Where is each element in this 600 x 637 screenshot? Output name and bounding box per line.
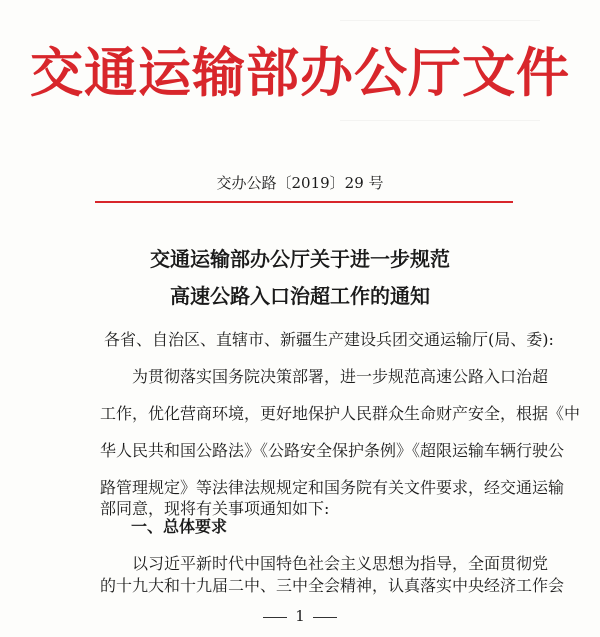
addressee-line: 各省、自治区、直辖市、新疆生产建设兵团交通运输厅(局、委): <box>104 330 554 349</box>
body-line: 为贯彻落实国务院决策部署，进一步规范高速公路入口治超 <box>100 367 549 386</box>
document-header-title: 交通运输部办公厅文件 <box>30 42 570 104</box>
body-line: 华人民共和国公路法》《公路安全保护条例》《超限运输车辆行驶公 <box>100 441 565 460</box>
section-body-line: 以习近平新时代中国特色社会主义思想为指导，全面贯彻党 <box>100 554 549 573</box>
page-number-dash-left <box>263 617 287 618</box>
bleed-through-mark <box>340 120 540 121</box>
red-separator-line <box>95 201 513 203</box>
notice-title-line-2: 高速公路入口治超工作的通知 <box>170 284 430 308</box>
body-line: 路管理规定》等法律法规规定和国务院有关文件要求，经交通运输 <box>100 478 565 497</box>
bleed-through-mark <box>340 20 540 21</box>
section-body-line: 的十九大和十九届二中、三中全会精神，认真落实中央经济工作会 <box>100 576 565 595</box>
body-line: 工作，优化营商环境，更好地保护人民群众生命财产安全，根据《中 <box>100 404 581 423</box>
page-number-value: 1 <box>295 607 305 625</box>
section-heading: 一、总体要求 <box>131 517 228 536</box>
document-number: 交办公路〔2019〕29 号 <box>216 174 384 192</box>
notice-title-line-1: 交通运输部办公厅关于进一步规范 <box>150 247 450 271</box>
page-number <box>0 606 600 626</box>
page-number-dash-right <box>313 617 337 618</box>
body-line: 部同意，现将有关事项通知如下: <box>100 499 330 518</box>
